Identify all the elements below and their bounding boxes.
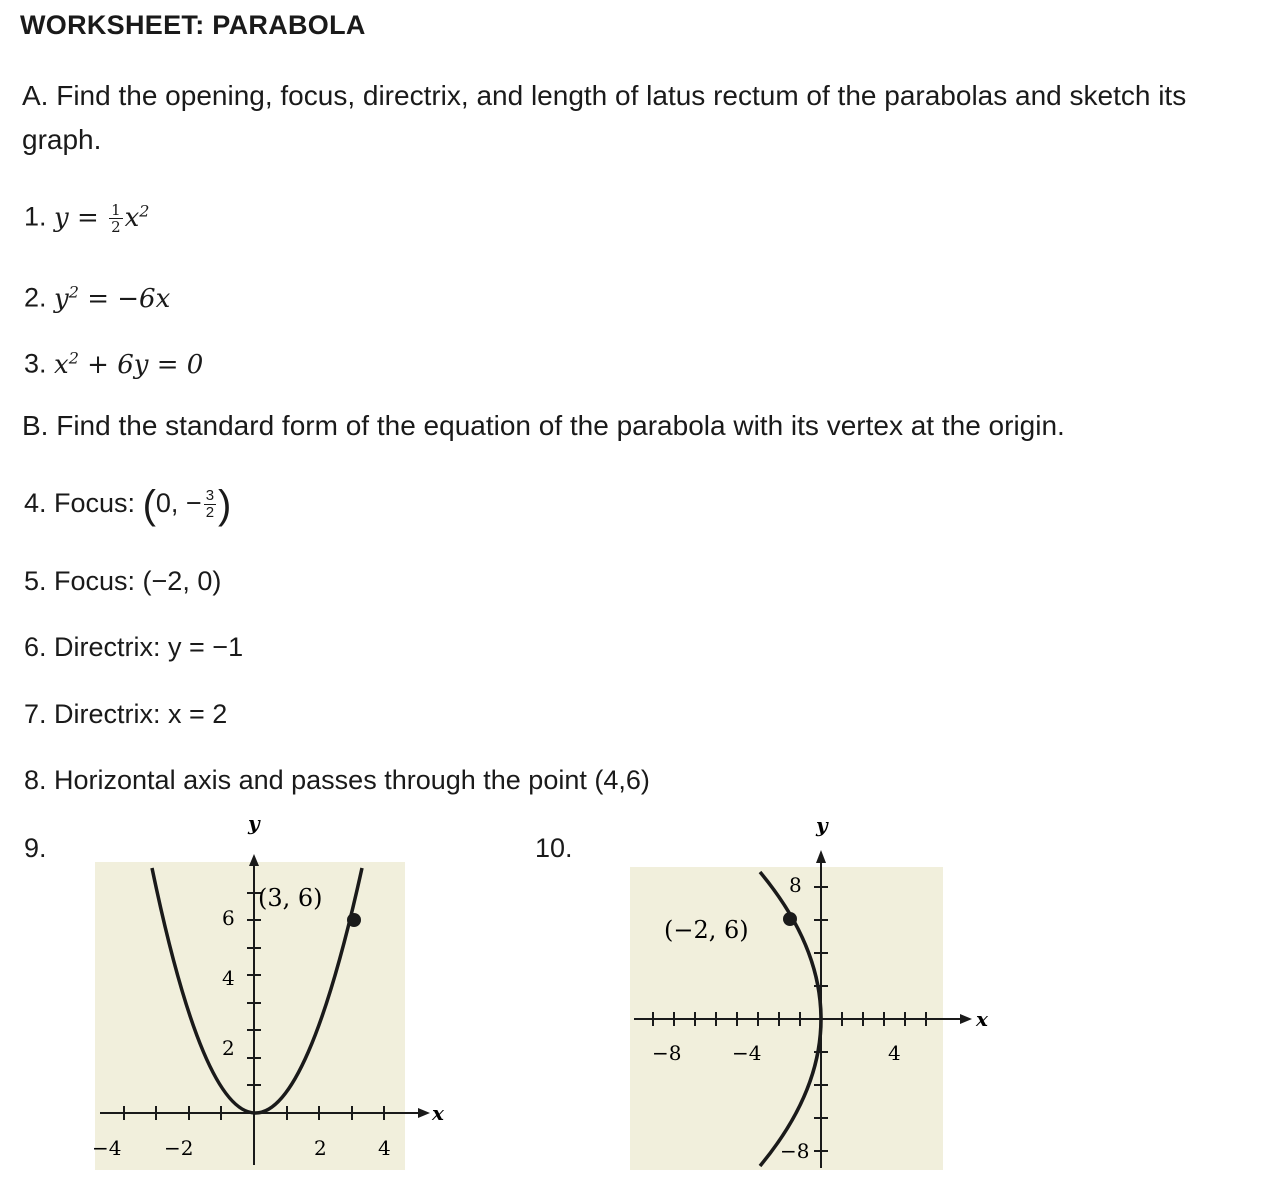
x-tick-label-neg8: −8 [652, 1041, 682, 1065]
equation-rhs: + 6y = 0 [87, 349, 204, 380]
problem-label: 6. Directrix: [24, 632, 169, 662]
directrix-value: x = 2 [168, 699, 228, 729]
problem-4 [24, 482, 232, 527]
x-tick-label-neg4: −4 [732, 1041, 762, 1065]
problem-1 [24, 193, 149, 236]
x-tick-label-neg2: −2 [164, 1136, 194, 1160]
graph-10 [620, 810, 1020, 1175]
problem-label: 7. Directrix: [24, 699, 169, 729]
equation-rhs: = −6x [87, 283, 171, 314]
section-a-instruction: A. Find the opening, focus, directrix, and length of latus rectum of the parabolas and sketch its graph. [22, 80, 1187, 155]
graph-9 [70, 810, 470, 1170]
x-axis-arrow [418, 1108, 430, 1118]
problem-6 [24, 629, 243, 665]
problem-7 [24, 696, 227, 732]
x-tick-label-neg4: −4 [92, 1136, 122, 1160]
y-tick-label-2: 2 [222, 1036, 235, 1060]
fraction [109, 202, 123, 235]
problem-number: 1. [24, 201, 47, 232]
worksheet-title: WORKSHEET: PARABOLA [20, 10, 366, 40]
y-tick-label-8: 8 [789, 873, 802, 897]
problem-label: 5. Focus: [24, 566, 143, 596]
x-axis-arrow [960, 1014, 972, 1024]
x-tick-label-4: 4 [378, 1136, 391, 1160]
fraction-numerator: 1 [111, 201, 121, 220]
focus-value: (−2, 0) [142, 566, 222, 596]
y-axis-arrow [816, 850, 826, 863]
equation-base: x [54, 349, 69, 380]
point-label: (3, 6) [258, 884, 323, 912]
focus-value: 0, − [155, 488, 202, 518]
point-label: (−2, 6) [664, 916, 749, 944]
open-paren: ( [142, 482, 156, 527]
problem-3 [24, 340, 203, 383]
problem-10-number: 10. [535, 833, 573, 863]
point-marker [347, 913, 361, 927]
y-axis-label: y [248, 811, 260, 835]
fraction [204, 488, 216, 521]
x-axis-label: x [976, 1007, 988, 1031]
y-tick-label-4: 4 [222, 966, 235, 990]
problem-label: 4. Focus: [24, 488, 136, 518]
problem-8: 8. Horizontal axis and passes through the point (4,6) [24, 765, 650, 795]
problem-number: 2. [24, 282, 47, 313]
fraction-numerator: 3 [205, 487, 215, 505]
equation-lhs: y = [54, 202, 99, 233]
y-axis-arrow [249, 854, 259, 866]
problem-number: 3. [24, 348, 47, 379]
equation-base: y [54, 283, 69, 314]
directrix-value: y = −1 [168, 632, 244, 662]
point-marker [783, 912, 797, 926]
equation-variable: x [124, 202, 140, 233]
fraction-denominator: 2 [205, 504, 215, 522]
fraction-denominator: 2 [111, 218, 121, 237]
exponent: 2 [139, 201, 150, 220]
problem-5 [24, 563, 221, 599]
x-tick-label-2: 2 [314, 1136, 327, 1160]
y-axis-label: y [816, 813, 828, 837]
graph-background [95, 862, 405, 1170]
x-tick-label-4: 4 [888, 1041, 901, 1065]
problem-2 [24, 274, 170, 317]
section-b-instruction: B. Find the standard form of the equation of the parabola with its vertex at the origin. [22, 410, 1065, 441]
exponent: 2 [68, 348, 79, 367]
problem-9-number: 9. [24, 833, 47, 863]
exponent: 2 [68, 282, 79, 301]
y-tick-label-6: 6 [222, 906, 235, 930]
x-axis-label: x [432, 1101, 444, 1125]
y-tick-label-neg8: −8 [780, 1139, 810, 1163]
close-paren: ) [218, 482, 232, 527]
